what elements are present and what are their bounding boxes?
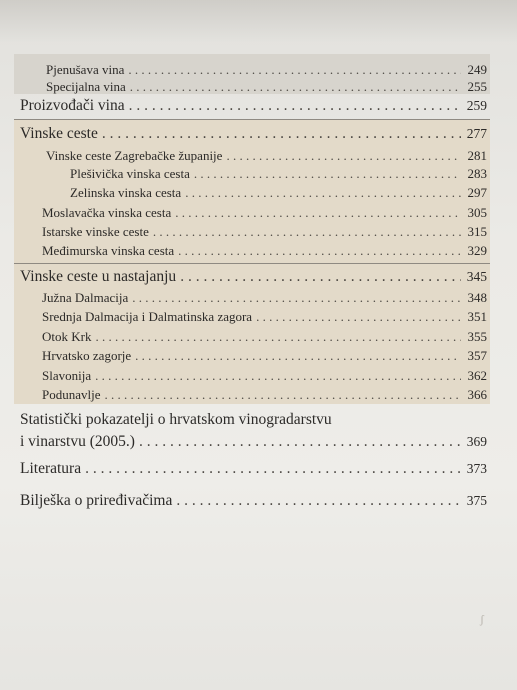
dot-leader: [194, 166, 461, 182]
toc-entry[interactable]: [42, 329, 487, 345]
dot-leader: [130, 79, 461, 95]
toc-chapter-page: 375: [466, 493, 487, 508]
toc-entry-title: Specijalna vina: [46, 79, 126, 94]
toc-entry-page: 355: [467, 329, 487, 344]
toc-entry[interactable]: [42, 290, 487, 306]
dot-leader: [153, 224, 461, 240]
toc-chapter-title: Proizvođači vina: [20, 97, 125, 114]
toc-entry-page: 357: [467, 348, 487, 363]
toc-chapter[interactable]: [20, 433, 487, 451]
toc-entry-page: 281: [467, 148, 487, 163]
dot-leader: [139, 433, 461, 451]
toc-chapter-page: 259: [466, 98, 487, 113]
toc-entry-page: 329: [467, 243, 487, 258]
toc-entry-page: 297: [467, 185, 487, 200]
toc-entry[interactable]: [42, 243, 487, 259]
toc-chapter-page: 373: [466, 461, 487, 476]
toc-entry-title: Pjenušava vina: [46, 62, 125, 77]
dot-leader: [132, 290, 461, 306]
dot-leader: [185, 185, 461, 201]
toc-entry-page: 283: [467, 166, 487, 181]
toc-entry-title: Istarske vinske ceste: [42, 224, 149, 239]
toc-entry-page: 351: [467, 309, 487, 324]
dot-leader: [180, 268, 461, 286]
toc-entry[interactable]: [42, 387, 487, 403]
toc-chapter-title-line2: i vinarstvu (2005.): [20, 433, 135, 450]
toc-chapter[interactable]: [20, 268, 487, 286]
toc-entry-title: Otok Krk: [42, 329, 92, 344]
toc-chapter[interactable]: [20, 460, 487, 478]
toc-chapter-page: 345: [466, 269, 487, 284]
toc-entry[interactable]: [70, 185, 487, 201]
toc-entry-page: 348: [467, 290, 487, 305]
toc-entry[interactable]: [46, 79, 487, 95]
dot-leader: [102, 125, 461, 143]
toc-entry[interactable]: [42, 368, 487, 384]
toc-entry-title: Podunavlje: [42, 387, 101, 402]
pencil-mark: ʃ: [480, 612, 484, 626]
dot-leader: [129, 97, 461, 115]
toc-entry-page: 249: [467, 62, 487, 77]
toc-entry-page: 315: [467, 224, 487, 239]
toc-chapter-title: Vinske ceste u nastajanju: [20, 268, 177, 285]
dot-leader: [105, 387, 462, 403]
section-divider: [14, 119, 490, 120]
page-shadow: [0, 0, 517, 42]
dot-leader: [176, 492, 461, 510]
toc-chapter-title: Bilješka o priređivačima: [20, 492, 173, 509]
dot-leader: [175, 205, 461, 221]
dot-leader: [178, 243, 461, 259]
dot-leader: [85, 460, 461, 478]
toc-chapter-page: 369: [466, 434, 487, 449]
dot-leader: [135, 348, 461, 364]
toc-entry-title: Hrvatsko zagorje: [42, 348, 132, 363]
dot-leader: [256, 309, 461, 325]
toc-entry-title: Južna Dalmacija: [42, 290, 129, 305]
toc-entry-page: 255: [467, 79, 487, 94]
toc-entry-page: 362: [467, 368, 487, 383]
toc-entry-title: Međimurska vinska cesta: [42, 243, 175, 258]
dot-leader: [128, 62, 461, 78]
toc-entry[interactable]: [42, 205, 487, 221]
toc-chapter[interactable]: [20, 125, 487, 143]
toc-entry[interactable]: [42, 348, 487, 364]
toc-chapter-page: 277: [466, 126, 487, 141]
dot-leader: [95, 329, 461, 345]
toc-entry[interactable]: [46, 62, 487, 78]
toc-entry-title: Srednja Dalmacija i Dalmatinska zagora: [42, 309, 253, 324]
toc-entry-title: Vinske ceste Zagrebačke županije: [46, 148, 223, 163]
toc-entry-title: Plešivička vinska cesta: [70, 166, 190, 181]
toc-chapter-title: Literatura: [20, 460, 82, 477]
toc-entry-title: Slavonija: [42, 368, 92, 383]
section-divider: [14, 263, 490, 264]
toc-chapter[interactable]: [20, 492, 487, 510]
toc-chapter-title-line1[interactable]: Statistički pokazatelji o hrvatskom vinogradarstvu: [20, 411, 332, 428]
toc-entry[interactable]: [70, 166, 487, 182]
toc-entry-title: Zelinska vinska cesta: [70, 185, 182, 200]
dot-leader: [226, 148, 461, 164]
toc-chapter[interactable]: [20, 97, 487, 115]
toc-entry[interactable]: [46, 148, 487, 164]
toc-entry-title: Moslavačka vinska cesta: [42, 205, 172, 220]
toc-entry[interactable]: [42, 224, 487, 240]
toc-entry-page: 305: [467, 205, 487, 220]
toc-entry-page: 366: [467, 387, 487, 402]
dot-leader: [95, 368, 461, 384]
toc-entry[interactable]: [42, 309, 487, 325]
toc-chapter-title: Vinske ceste: [20, 125, 98, 142]
